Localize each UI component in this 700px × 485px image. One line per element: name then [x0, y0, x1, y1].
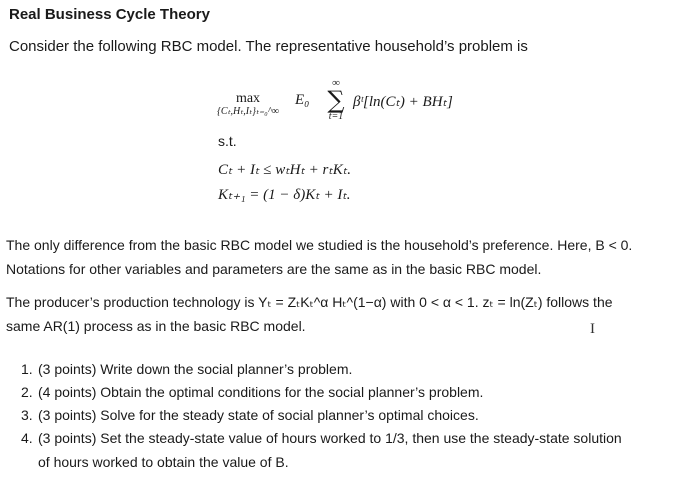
item-text: (4 points) Obtain the optimal conditions for the social planner’s problem.: [38, 384, 484, 400]
max-operator: [205, 92, 291, 118]
objective-function: [205, 77, 505, 130]
intro-text: Consider the following RBC model. The representative household’s problem is: [9, 38, 528, 55]
list-item: [21, 430, 622, 446]
sum-lower-limit: t=1: [328, 111, 344, 122]
list-item-continuation: of hours worked to obtain the value of B.: [38, 454, 289, 470]
item-text: (3 points) Set the steady-state value of hours worked to 1/3, then use the steady-state solution: [38, 430, 622, 446]
list-item: [21, 384, 483, 400]
paragraph-technology-line2: same AR(1) process as in the basic RBC model.: [6, 318, 306, 334]
item-number: 3.: [21, 407, 33, 423]
list-item: [21, 407, 479, 423]
item-number: 1.: [21, 361, 33, 377]
list-item: [21, 361, 352, 377]
sigma-icon: ∑: [327, 86, 345, 114]
text-cursor-icon: I: [590, 321, 595, 337]
subject-to-label: s.t.: [218, 133, 237, 149]
page-title: Real Business Cycle Theory: [9, 6, 210, 23]
max-subscript: {Cₜ,Hₜ,Iₜ}ₜ₌₀^∞: [216, 106, 280, 117]
capital-accumulation: Kₜ₊₁ = (1 − δ)Kₜ + Iₜ.: [218, 187, 351, 203]
paragraph-preference-line2: Notations for other variables and parameters are the same as in the basic RBC model.: [6, 261, 542, 277]
item-text: (3 points) Solve for the steady state of social planner’s optimal choices.: [38, 407, 479, 423]
item-number: 4.: [21, 430, 33, 446]
budget-constraint: Cₜ + Iₜ ≤ wₜHₜ + rₜKₜ.: [218, 162, 351, 178]
item-number: 2.: [21, 384, 33, 400]
sum-upper-limit: ∞: [332, 77, 340, 89]
summand: βᵗ[ln(Cₜ) + BHₜ]: [353, 94, 453, 110]
summation-operator: [323, 78, 349, 122]
paragraph-preference-line1: The only difference from the basic RBC model we studied is the household’s preference. Here, B < 0.: [6, 237, 633, 253]
item-text: (3 points) Write down the social planner’s problem.: [38, 361, 353, 377]
paragraph-technology-line1: The producer’s production technology is Yₜ = ZₜKₜ^α Hₜ^(1−α) with 0 < α < 1. zₜ = ln(Zₜ) follows the: [6, 294, 613, 310]
max-word: max: [235, 91, 261, 106]
expectation-operator: E₀: [295, 92, 310, 108]
